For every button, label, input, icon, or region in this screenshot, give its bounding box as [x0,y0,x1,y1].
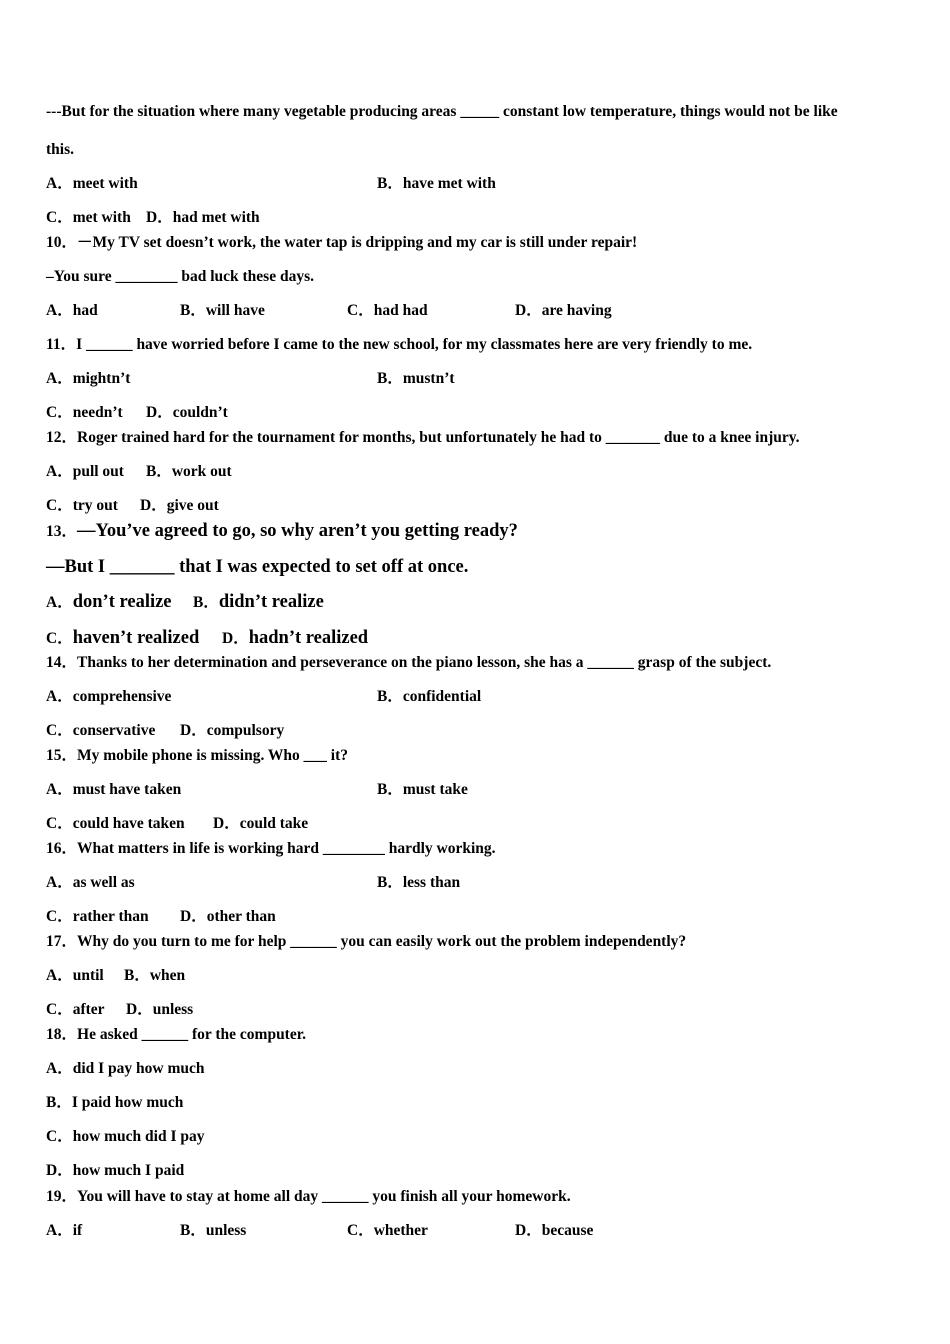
q17-option-b: B．when [124,967,186,984]
q15-option-d: D．could take [213,815,309,832]
q14-option-b: B．confidential [377,688,482,705]
q10-option-a: A．had [46,302,98,319]
q18-option-c: C．how much did I pay [46,1128,205,1145]
q13-stem-line2: —But I _______ that I was expected to set off at once. [46,557,469,577]
q12-option-a: A．pull out [46,463,124,480]
q14-option-a: A．comprehensive [46,688,172,705]
q16-option-a: A．as well as [46,874,135,891]
q9-stem-line2: this. [46,141,74,158]
q15-option-b: B．must take [377,781,468,798]
q16-option-b: B．less than [377,874,461,891]
q9-option-a: A．meet with [46,175,138,192]
q17-number: 17． [46,933,78,950]
q10-option-d: D．are having [515,302,612,319]
q11-option-a: A．mightn’t [46,370,131,387]
q15-stem: 15．My mobile phone is missing. Who ___ it? [46,747,349,764]
q16-option-c: C．rather than [46,908,149,925]
q10-stem-line1: 10．－My TV set doesn’t work, the water tap is dripping and my car is still under repair! [46,234,638,251]
q17-option-a: A．until [46,967,104,984]
q9-option-b: B．have met with [377,175,496,192]
q17-option-d: D．unless [126,1001,194,1018]
q12-option-d: D．give out [140,497,219,514]
q16-stem: 16．What matters in life is working hard ________ hardly working. [46,840,496,857]
q10-option-c: C．had had [347,302,428,319]
q16-number: 16． [46,840,78,857]
q12-option-b: B．work out [146,463,232,480]
q14-number: 14． [46,654,78,671]
q10-number: 10． [46,234,78,251]
q13-option-a: A．don’t realize [46,592,172,612]
q10-stem-line2: –You sure ________ bad luck these days. [46,268,314,285]
q11-option-c: C．needn’t [46,404,123,421]
q19-option-d: D．because [515,1222,594,1239]
q11-number: 11． [46,336,77,353]
q12-number: 12． [46,429,78,446]
q19-option-c: C．whether [347,1222,428,1239]
q16-option-d: D．other than [180,908,276,925]
q19-option-a: A．if [46,1222,83,1239]
q13-option-d: D．hadn’t realized [222,628,369,648]
q19-option-b: B．unless [180,1222,247,1239]
q11-stem: 11．I ______ have worried before I came to the new school, for my classmates here are very friendly to me. [46,336,753,353]
q18-option-d: D．how much I paid [46,1162,185,1179]
q18-stem: 18．He asked ______ for the computer. [46,1026,307,1043]
q9-option-d: D．had met with [146,209,260,226]
q18-number: 18． [46,1026,78,1043]
q11-option-b: B．mustn’t [377,370,455,387]
q19-number: 19． [46,1188,78,1205]
q15-number: 15． [46,747,78,764]
q13-stem-line1: 13．—You’ve agreed to go, so why aren’t you getting ready? [46,521,518,541]
q14-option-c: C．conservative [46,722,156,739]
q15-option-a: A．must have taken [46,781,182,798]
q13-number: 13． [46,523,78,540]
q9-stem-line1: ---But for the situation where many vegetable producing areas _____ constant low temperature, things would not be like [46,103,838,120]
q19-stem: 19．You will have to stay at home all day ______ you finish all your homework. [46,1188,571,1205]
q15-option-c: C．could have taken [46,815,185,832]
q10-option-b: B．will have [180,302,265,319]
q18-option-a: A．did I pay how much [46,1060,205,1077]
q18-option-b: B．I paid how much [46,1094,184,1111]
q12-stem: 12．Roger trained hard for the tournament for months, but unfortunately he had to _______ due to a knee injury. [46,429,800,446]
q17-stem: 17．Why do you turn to me for help ______ you can easily work out the problem independently? [46,933,687,950]
q12-option-c: C．try out [46,497,118,514]
q17-option-c: C．after [46,1001,105,1018]
q14-option-d: D．compulsory [180,722,285,739]
q13-option-c: C．haven’t realized [46,628,200,648]
q9-option-c: C．met with [46,209,131,226]
q11-option-d: D．couldn’t [146,404,228,421]
q13-option-b: B．didn’t realize [193,592,324,612]
q14-stem: 14．Thanks to her determination and perseverance on the piano lesson, she has a ______ grasp of the subject. [46,654,772,671]
